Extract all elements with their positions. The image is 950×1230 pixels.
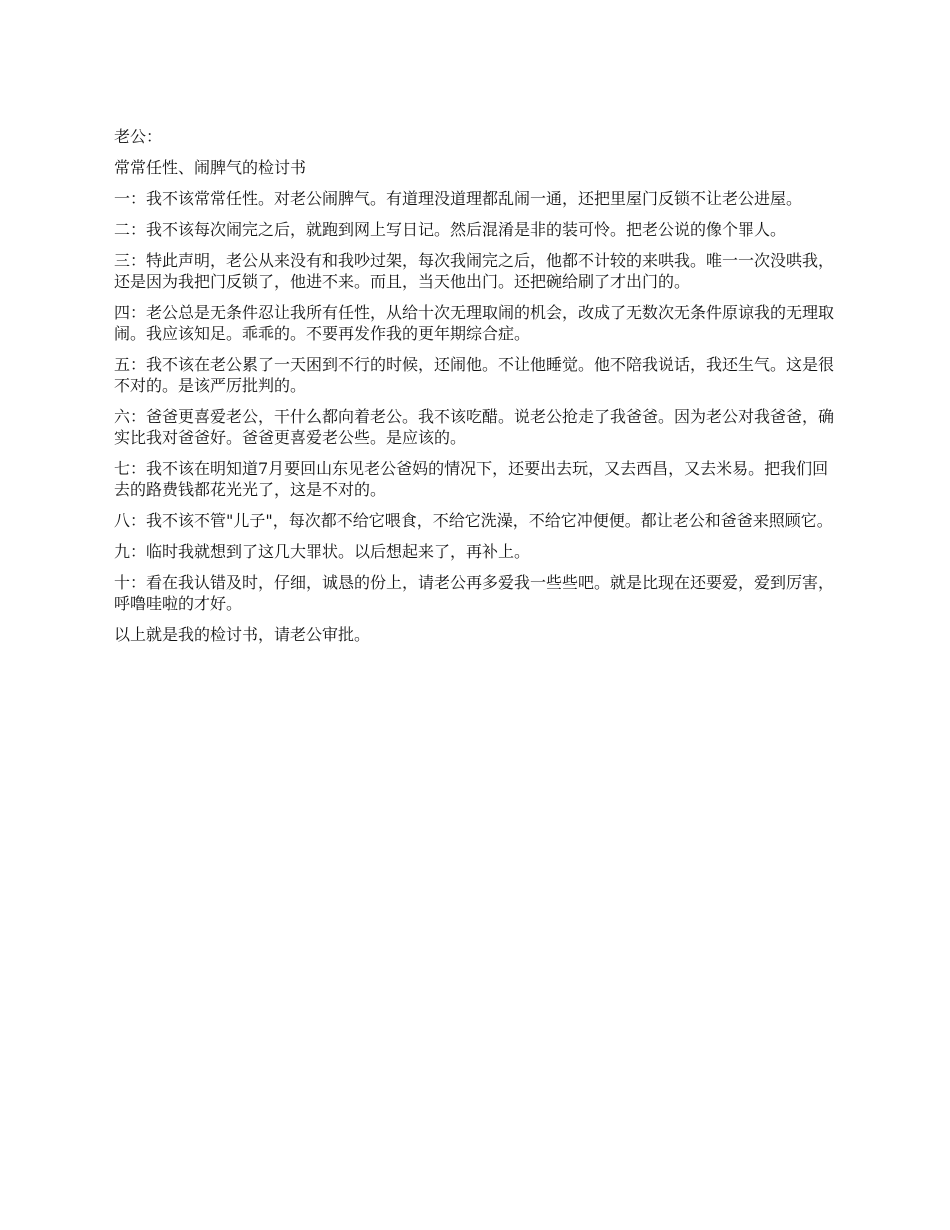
- paragraph-1: 一：我不该常常任性。对老公闹脾气。有道理没道理都乱闹一通，还把里屋门反锁不让老公进屋。: [114, 189, 803, 208]
- paragraph-3: 三：特此声明，老公从来没有和我吵过架，每次我闹完之后，他都不计较的来哄我。唯一一次没哄我，还是因为我把门反锁了，他进不来。而且，当天他出门。还把碗给刷了才出门的。: [114, 251, 835, 291]
- paragraph-9: 九：临时我就想到了这几大罪状。以后想起来了，再补上。: [114, 542, 531, 561]
- document-body: [114, 126, 840, 655]
- paragraph-6: 六：爸爸更喜爱老公，干什么都向着老公。我不该吃醋。说老公抢走了我爸爸。因为老公对我爸爸，确实比我对爸爸好。爸爸更喜爱老公些。是应该的。: [114, 407, 835, 447]
- salutation: 老公：: [114, 127, 163, 146]
- paragraph-7: 七：我不该在明知道7月要回山东见老公爸妈的情况下，还要出去玩，又去西昌，又去米易。把我们回去的路费钱都花光光了，这是不对的。: [114, 459, 829, 499]
- document-title: 常常任性、闹脾气的检讨书: [114, 158, 307, 177]
- paragraph-4: 四：老公总是无条件忍让我所有任性，从给十次无理取闹的机会，改成了无数次无条件原谅我的无理取闹。我应该知足。乖乖的。不要再发作我的更年期综合症。: [114, 303, 835, 343]
- paragraph-5: 五：我不该在老公累了一天困到不行的时候，还闹他。不让他睡觉。他不陪我说话，我还生气。这是很不对的。是该严厉批判的。: [114, 355, 835, 395]
- paragraph-10: 十：看在我认错及时，仔细，诚恳的份上，请老公再多爱我一些些吧。就是比现在还要爱，爱到厉害，呼噜哇啦的才好。: [114, 573, 835, 613]
- paragraph-2: 二：我不该每次闹完之后，就跑到网上写日记。然后混淆是非的装可怜。把老公说的像个罪人。: [114, 220, 787, 239]
- closing-line: 以上就是我的检讨书，请老公审批。: [114, 625, 371, 644]
- paragraph-8: 八：我不该不管"儿子"，每次都不给它喂食，不给它洗澡，不给它冲便便。都让老公和爸爸来照顾它。: [114, 511, 833, 530]
